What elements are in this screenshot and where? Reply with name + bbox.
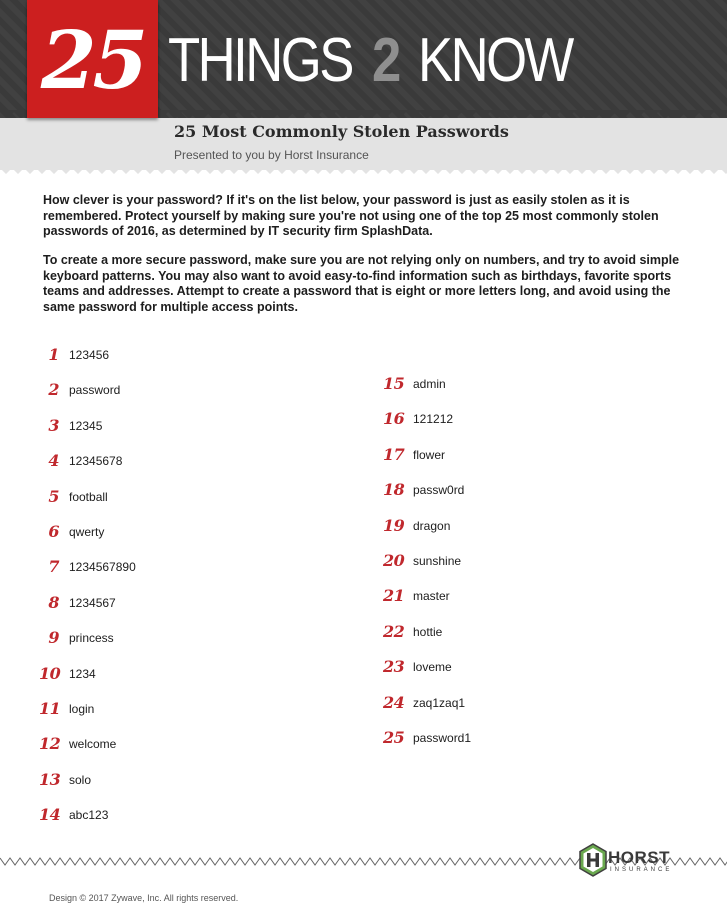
password-rank: 6 <box>48 522 59 541</box>
horst-logo-subtitle: INSURANCE <box>610 867 673 873</box>
password-rank: 14 <box>39 805 61 825</box>
password-rank: 5 <box>48 486 59 506</box>
password-rank: 20 <box>383 551 405 570</box>
password-rank: 24 <box>383 692 405 712</box>
password-text: abc123 <box>69 808 109 823</box>
password-rank: 15 <box>383 374 405 393</box>
password-rank: 12 <box>39 734 61 754</box>
password-rank: 21 <box>383 586 405 606</box>
password-rank: 23 <box>383 657 405 677</box>
title-two: 2 <box>372 26 399 95</box>
password-rank: 8 <box>48 592 59 612</box>
password-text: dragon <box>413 518 451 533</box>
copyright: Design © 2017 Zywave, Inc. All rights reserved. <box>49 893 239 903</box>
title-know: KNOW <box>418 26 572 95</box>
password-text: hottie <box>413 624 443 639</box>
password-rank: 16 <box>383 409 405 429</box>
password-text: flower <box>413 447 446 462</box>
password-text: 12345 <box>69 418 103 433</box>
password-text: passw0rd <box>413 483 465 498</box>
password-rank: 2 <box>48 380 59 400</box>
password-rank: 11 <box>39 699 61 718</box>
password-text: loveme <box>413 660 452 675</box>
password-text: password1 <box>413 731 472 745</box>
password-text: 1234567890 <box>69 560 136 575</box>
horst-logo-name: HORST <box>608 848 670 867</box>
password-rank: 10 <box>39 663 61 683</box>
password-text: sunshine <box>413 554 462 568</box>
password-rank: 1 <box>48 345 59 364</box>
password-text: qwerty <box>69 525 105 539</box>
password-text: master <box>413 589 450 604</box>
password-text: 1234567 <box>69 595 116 610</box>
password-rank: 7 <box>48 557 59 577</box>
intro-paragraph-1: How clever is your password? If it's on the list below, your password is just as easily stolen as it is remembered. Protect yourself by making sure you're not using one of the top 25 most commonly stolen passwords of 2016, as determined by IT security firm SplashData. <box>43 193 659 238</box>
password-text: 1234 <box>69 666 96 681</box>
password-rank: 25 <box>383 728 405 747</box>
number-badge <box>27 0 158 118</box>
password-rank: 9 <box>48 628 59 648</box>
password-text: 121212 <box>413 412 454 427</box>
title-things: THINGS <box>168 26 352 95</box>
horst-logo <box>579 840 689 880</box>
password-text: welcome <box>69 737 117 752</box>
badge-number: 25 <box>40 13 145 107</box>
password-text: 123456 <box>69 348 110 362</box>
password-rank: 18 <box>383 480 405 500</box>
password-rank: 4 <box>48 451 59 471</box>
password-text: solo <box>69 772 92 787</box>
password-rank: 3 <box>48 415 59 435</box>
subtitle-band-zigzag-edge <box>0 166 727 178</box>
intro-paragraph-2: To create a more secure password, make sure you are not relying only on numbers, and try to avoid simple keyboard patterns. You may also want to avoid easy-to-find information such as birthdays, favorite sports teams and addresses. Attempt to create a password that is eight or more letters long, and avoid using the same password for multiple access points. <box>43 253 680 314</box>
password-text: 12345678 <box>69 454 123 469</box>
password-text: zaq1zaq1 <box>413 695 466 710</box>
password-text: password <box>69 383 121 398</box>
password-text: admin <box>413 377 446 391</box>
horst-hexagon-logo-icon <box>579 843 607 877</box>
page-subtitle: 25 Most Commonly Stolen Passwords <box>174 122 509 141</box>
password-rank: 17 <box>383 444 405 464</box>
password-text: login <box>69 702 95 716</box>
password-text: princess <box>69 631 114 646</box>
presented-by: Presented to you by Horst Insurance <box>174 148 369 162</box>
password-rank: 13 <box>39 769 61 789</box>
password-rank: 22 <box>383 621 405 641</box>
password-rank: 19 <box>383 515 405 535</box>
password-text: football <box>69 489 108 504</box>
